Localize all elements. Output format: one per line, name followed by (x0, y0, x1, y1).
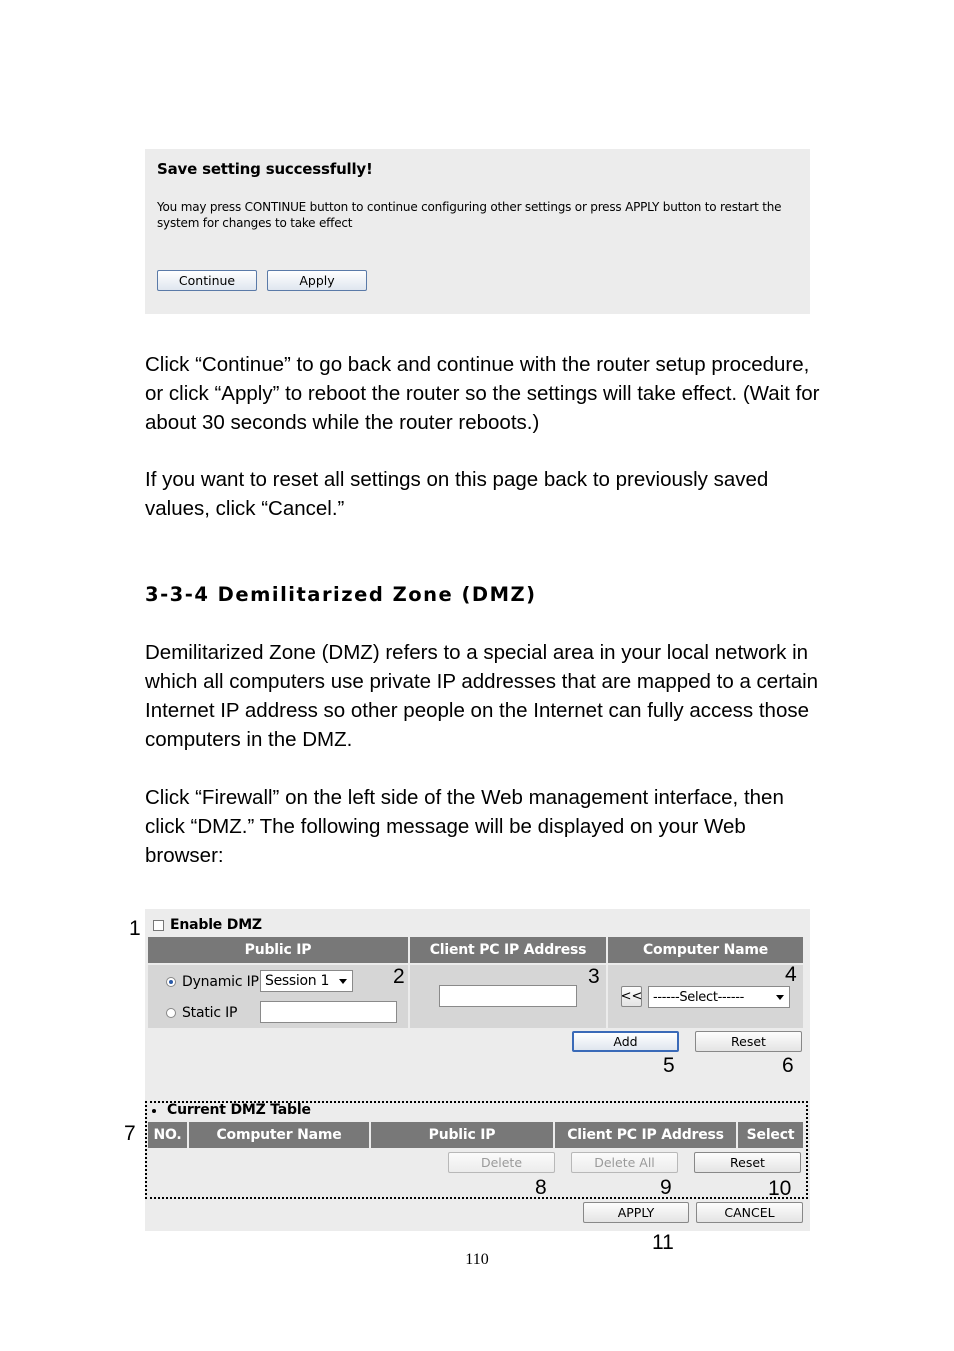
paragraph-dmz-definition: Demilitarized Zone (DMZ) refers to a special area in your local network in which all computers use private IP addresses that are mapped to a certain Internet IP address so other people on the Internet can fully access those computers in the DMZ. (145, 641, 819, 751)
dmz-table-highlight (145, 1101, 808, 1199)
paragraph-cancel: If you want to reset all settings on this page back to previously saved values, click “Cancel.” (145, 468, 769, 520)
enable-dmz-checkbox[interactable] (153, 920, 164, 931)
header-computer-name: Computer Name (608, 937, 803, 963)
col-computer-name: Computer Name (189, 1122, 369, 1148)
callout-7: 7 (124, 1122, 136, 1145)
static-ip-input[interactable] (260, 1001, 397, 1023)
apply-footer-button[interactable]: APPLY (583, 1202, 689, 1223)
delete-all-button[interactable]: Delete All (571, 1152, 678, 1173)
dynamic-ip-radio[interactable] (166, 977, 176, 987)
page-number: 110 (465, 1251, 489, 1268)
callout-8: 8 (535, 1176, 547, 1199)
session-select[interactable] (260, 970, 353, 992)
table-reset-button[interactable]: Reset (694, 1152, 801, 1173)
callout-9: 9 (660, 1176, 672, 1199)
client-ip-input[interactable] (439, 985, 577, 1007)
callout-5: 5 (663, 1054, 675, 1077)
save-setting-panel (145, 149, 810, 314)
callout-3: 3 (588, 965, 600, 988)
save-title: Save setting successfully! (157, 160, 373, 178)
col-client-pc-ip: Client PC IP Address (555, 1122, 736, 1148)
session-select-value: Session 1 (265, 973, 330, 989)
continue-button[interactable]: Continue (157, 270, 257, 291)
delete-button[interactable]: Delete (448, 1152, 555, 1173)
cancel-footer-button[interactable]: CANCEL (696, 1202, 803, 1223)
chevron-down-icon (776, 995, 784, 1000)
header-client-pc-ip: Client PC IP Address (410, 937, 606, 963)
callout-11: 11 (652, 1231, 674, 1254)
callout-6: 6 (782, 1054, 794, 1077)
computer-name-select-value: ------Select------ (653, 989, 744, 1005)
callout-4: 4 (785, 963, 797, 986)
callout-10: 10 (768, 1177, 792, 1200)
col-no: NO. (148, 1122, 187, 1148)
copy-computer-button[interactable]: << (621, 986, 642, 1007)
static-ip-label: Static IP (182, 1005, 238, 1021)
callout-2: 2 (393, 965, 405, 988)
computer-name-select[interactable] (648, 986, 790, 1008)
chevron-down-icon (339, 979, 347, 984)
paragraph-continue-apply: Click “Continue” to go back and continue with the router setup procedure, or click “Apply” to reboot the router so the settings will take effect. (Wait for about 30 seconds while the router reboots.) (145, 353, 820, 434)
callout-1: 1 (129, 917, 141, 940)
static-ip-radio[interactable] (166, 1008, 176, 1018)
col-public-ip: Public IP (371, 1122, 553, 1148)
reset-button[interactable]: Reset (695, 1031, 802, 1052)
dmz-table-title: Current DMZ Table (167, 1102, 311, 1118)
col-select: Select (738, 1122, 803, 1148)
enable-dmz-label: Enable DMZ (170, 917, 262, 933)
apply-button[interactable]: Apply (267, 270, 367, 291)
add-button[interactable]: Add (572, 1031, 679, 1052)
dynamic-ip-label: Dynamic IP (182, 974, 259, 990)
save-message: You may press CONTINUE button to continue configuring other settings or press APPLY button to restart the system for changes to take effect (157, 200, 782, 230)
paragraph-dmz-instructions: Click “Firewall” on the left side of the Web management interface, then click “DMZ.” The following message will be displayed on your Web browser: (145, 786, 784, 867)
section-heading: 3-3-4 Demilitarized Zone (DMZ) (145, 583, 537, 606)
header-public-ip: Public IP (148, 937, 408, 963)
